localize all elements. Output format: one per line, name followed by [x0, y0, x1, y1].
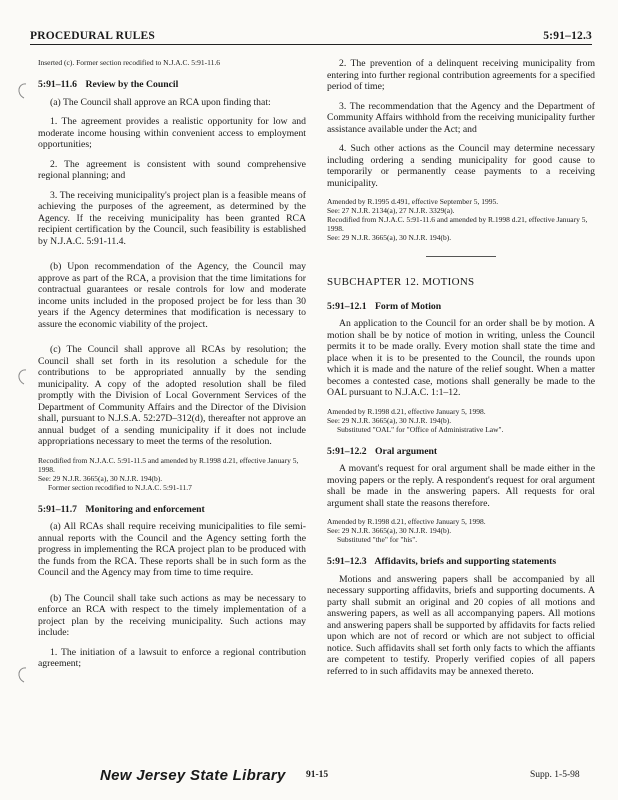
section-title: Affidavits, briefs and supporting statements	[374, 556, 557, 567]
note-line: Substituted "the" for "his".	[337, 535, 418, 544]
paragraph: 2. The agreement is consistent with sound comprehensive regional planning; and	[38, 158, 306, 181]
note-line: See: 29 N.J.R. 3665(a), 30 N.J.R. 194(b).	[38, 473, 163, 483]
note-line: Recodified from N.J.A.C. 5:91-11.5 and amended by R.1998 d.21, effective January 5, 1998.	[38, 455, 299, 474]
section-title: Oral argument	[374, 445, 438, 457]
header-section: 5:91–12.3	[543, 30, 592, 42]
punch-hole-icon	[14, 666, 30, 684]
section-title: Monitoring and enforcement	[85, 503, 205, 515]
section-heading-12-1	[327, 301, 595, 313]
section-heading-12-3	[327, 556, 595, 568]
punch-hole-icon	[14, 368, 30, 386]
section-heading-11-6	[38, 79, 306, 91]
history-note	[38, 456, 306, 492]
section-title: Form of Motion	[374, 300, 442, 312]
paragraph: A movant's request for oral argument shall be made either in the moving papers or the reply. A respondent's request for oral argument shall be made in the answering papers. All requests for oral argument shall state the reasons therefore.	[327, 463, 595, 509]
paragraph: Motions and answering papers shall be accompanied by all necessary supporting affidavits, briefs and supporting documents. A party shall submit an original and 20 copies of all motions and answering papers, as well as all accompanying papers. All motions and answering papers shall be supported by affidavits for facts relied upon which are not of record or which are not subject to official notice. Such affidavits shall set forth only facts to which the affiants are competent to testify. Properly verified copies of all papers referred to in such affidavits may be annexed thereto.	[327, 573, 595, 677]
paragraph: 2. The prevention of a delinquent receiving municipality from entering into further regional contribution agreements for a specified period of time;	[327, 58, 595, 92]
paragraph: 3. The recommendation that the Agency and the Department of Community Affairs withhold from the receiving municipality further assistance available under the Act; and	[327, 100, 595, 135]
right-column	[327, 58, 595, 685]
history-note	[327, 407, 595, 434]
section-heading-11-7	[38, 504, 306, 516]
page-footer	[0, 766, 618, 786]
note-line: Amended by R.1995 d.491, effective September 5, 1995.	[327, 197, 499, 206]
note-line: Amended by R.1998 d.21, effective January 5, 1998.	[327, 517, 486, 526]
section-number: 5:91–11.7	[38, 503, 78, 515]
history-note	[327, 517, 595, 544]
note-line: Amended by R.1998 d.21, effective January 5, 1998.	[327, 406, 486, 416]
note-line: Former section recodified to N.J.A.C. 5:91-11.7	[48, 482, 192, 492]
paragraph: (b) Upon recommendation of the Agency, the Council may approve as part of the RCA, a provision that the time limitations for contractual guarantees or resale controls for low and moderate income units included in the proposed project be for less than 30 years if the Agency determines that modification is necessary to assure the economic viability of the project.	[38, 261, 306, 330]
library-stamp: New Jersey State Library	[100, 767, 286, 784]
paragraph: An application to the Council for an order shall be by motion. A motion shall be by notice of motion in writing, unless the Council permits it to be made orally. Every motion shall state the time and place when it is to be presented to the Council, the rounds upon which it is made and the nature of the relief sought. When a matter becomes a contested case, motions shall generally be made to the OAL pursuant to N.J.A.C. 1:1–12.	[327, 318, 595, 398]
paragraph: (a) All RCAs shall require receiving municipalities to file semi-annual reports with the Council and the Agency setting forth the progress in implementing the RCA project plan to be produced with the funds from the RCA. These reports shall be in such form as the Council and the Agency may from time to time require.	[38, 521, 306, 578]
paragraph: 1. The initiation of a lawsuit to enforce a regional contribution agreement;	[38, 646, 306, 669]
paragraph: (a) The Council shall approve an RCA upon finding that:	[50, 96, 271, 108]
note-line: Recodified from N.J.A.C. 5:91-11.6 and amended by R.1998 d.21, effective January 5, 1998.	[327, 215, 588, 233]
history-note	[327, 197, 595, 242]
punch-hole-icon	[14, 82, 30, 100]
note-line: See: 27 N.J.R. 2134(a), 27 N.J.R. 3329(a).	[327, 206, 455, 215]
subchapter-heading: SUBCHAPTER 12. MOTIONS	[327, 276, 475, 288]
section-number: 5:91–12.1	[327, 300, 367, 312]
history-note: Inserted (c). Former section recodified to N.J.A.C. 5:91-11.6	[38, 58, 220, 67]
paragraph: (b) The Council shall take such actions as may be necessary to enforce an RCA with respect to the timely implementation of a project plan by the receiving municipality. Such actions may include:	[38, 592, 306, 638]
note-line: See: 29 N.J.R. 3665(a), 30 N.J.R. 194(b).	[327, 233, 452, 242]
running-header	[30, 30, 592, 45]
supplement-date: Supp. 1-5-98	[530, 770, 580, 780]
divider	[426, 256, 496, 257]
header-title: PROCEDURAL RULES	[30, 30, 155, 42]
left-column	[38, 58, 306, 678]
section-heading-12-2	[327, 446, 595, 458]
section-number: 5:91–12.2	[327, 445, 367, 457]
section-title: Review by the Council	[85, 79, 179, 90]
paragraph: 4. Such other actions as the Council may determine necessary including ordering a sending municipality for good cause to temporarily or permanently cease payments to a receiving municipality.	[327, 143, 595, 189]
note-line: Substituted "OAL" for "Office of Administrative Law".	[337, 424, 504, 434]
paragraph: (c) The Council shall approve all RCAs by resolution; the Council shall set forth in its resolution a schedule for the contributions to be appropriated annually by the sending municipality. A copy of the adopted resolution shall be filed promptly with the Division of Local Government Services of the Department of Community Affairs and the Director of the Division shall, pursuant to N.J.S.A. 52:27D–312(d), thereafter not approve an annual budget of a sending municipality if it does not include appropriations necessary to meet the terms of the resolution.	[38, 344, 306, 447]
paragraph: 3. The receiving municipality's project plan is a feasible means of achieving the purposes of the agreement, as determined by the Agency. If the receiving municipality has been granted RCA recipient certification by the Council, such feasibility is established by N.J.A.C. 5:91-11.4.	[38, 189, 306, 247]
paragraph: 1. The agreement provides a realistic opportunity for low and moderate income housing within convenient access to employment opportunities;	[38, 116, 306, 150]
section-number: 5:91–12.3	[327, 556, 367, 567]
page-number: 91-15	[306, 770, 329, 780]
note-line: See: 29 N.J.R. 3665(a), 30 N.J.R. 194(b).	[327, 415, 452, 425]
note-line: See: 29 N.J.R. 3665(a), 30 N.J.R. 194(b).	[327, 526, 452, 535]
section-number: 5:91–11.6	[38, 79, 78, 90]
